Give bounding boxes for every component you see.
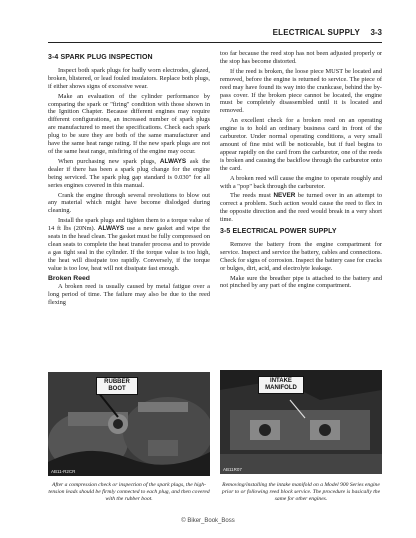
paragraph: Inspect both spark plugs for badly worn electrodes, glazed, broken, blistered, or lead fouled insulators. Replace both plugs, if either shows signs of excessive wear. [48, 66, 210, 90]
right-column [220, 50, 382, 292]
subsection-title-broken-reed: Broken Reed [48, 274, 90, 282]
figure-number: AB11R07 [223, 467, 242, 472]
chapter-title: ELECTRICAL SUPPLY [272, 28, 360, 37]
paragraph: Crank the engine through several revolutions to blow out any material which might have become dislodged during cleaning. [48, 191, 210, 215]
paragraph: Make an evaluation of the cylinder performance by comparing the spark or "firing" condition with those shown in the Ignition Chapter. Because different engines may require different configurations, an increased number of spark plugs are manufactured to meet the specifications. Check each spark plug to be sure they are both of the same manufacturer and have the same heat range rating. If the new spark plugs are not of the same heat range, misfiring of the engine may occur. [48, 92, 210, 155]
page-number: 3-3 [370, 28, 382, 37]
spark-plug-photo [48, 372, 210, 476]
paragraph: Install the spark plugs and tighten them to a torque value of 14 ft lbs (20Nm). ALWAYS use a new gasket and wipe the seats in the head clean. The gasket must be fully compressed on clean seats to complete the heat transfer process and to provide a gas tight seal in the cylinder. If the torque value is too high, the heat will dissipate too rapidly. Conversely, if the torque value is too low, heat will not dissipate fast enough. [48, 217, 211, 272]
emphasis-keyword: ALWAYS [159, 157, 187, 165]
figure-caption-right: Removing/installing the intake manifold on a Model 900 Series engine prior to or following reed block service. The procedure is basically the same for other engines. [221, 482, 381, 502]
intake-manifold-photo [220, 370, 382, 474]
section-title-power-supply: 3-5 ELECTRICAL POWER SUPPLY [220, 228, 337, 236]
figure-number: AB11-R2CR [51, 469, 76, 474]
paragraph: If the reed is broken, the loose piece MUST be located and removed, before the engine is returned to service. The piece of reed may have found its way into the crankcase, behind the by-pass cover. If the broken piece cannot be located, the engine must be completely disassembled until it is located and removed. [220, 67, 382, 115]
rubber-boot-label: RUBBER BOOT [96, 377, 138, 395]
page-header [48, 28, 382, 43]
figure-caption-left: After a compression check or inspection of the spark plugs, the high-tension leads should be firmly connected to each plug, and then covered with the rubber boot. [48, 482, 210, 502]
watermark-credit: © Biker_Book_Boss [181, 518, 235, 524]
left-column [48, 50, 210, 309]
emphasis-keyword: ALWAYS [97, 225, 125, 233]
paragraph: When purchasing new spark plugs, ALWAYS ask the dealer if there has been a spark plug change for the engine being serviced. The spark plug gap standard is 0.030" for all series engines covered in this manual. [48, 157, 210, 189]
paragraph: Remove the battery from the engine compartment for service. Inspect and service the battery, cables and connections. Check for signs of corrosion. Inspect the battery case for cracks or bulges, dirt, acid, and electrolyte leakage. [220, 240, 382, 272]
paragraph: too far because the reed stop has not been adjusted properly or the stop has become distorted. [220, 50, 382, 65]
paragraph: A broken reed will cause the engine to operate roughly and with a "pop" back through the carburetor. [220, 174, 382, 190]
emphasis-keyword: NEVER [273, 192, 296, 200]
paragraph: The reeds must NEVER be turned over in an attempt to correct a problem. Such action would cause the reed to flex in the opposite direction and the reed would break in a very short time. [220, 192, 383, 224]
paragraph: Make sure the breather pipe is attached to the battery and not pinched by any part of the engine compartment. [220, 274, 382, 290]
intake-manifold-label: INTAKE MANIFOLD [258, 376, 304, 394]
paragraph: A broken reed is usually caused by metal fatigue over a long period of time. The failure may also be due to the reed flexing [48, 283, 210, 307]
paragraph: An excellent check for a broken reed on an operating engine is to hold an ordinary business card in front of the carburetor. Under normal operating conditions, a very small amount of fine mist will be noticeable, but if fuel begins to appear rapidly on the card from the carburetor, one of the reeds is broken and causing the backflow through the carburetor onto the card. [220, 117, 382, 172]
section-title-spark-plug: 3-4 SPARK PLUG INSPECTION [48, 54, 153, 61]
